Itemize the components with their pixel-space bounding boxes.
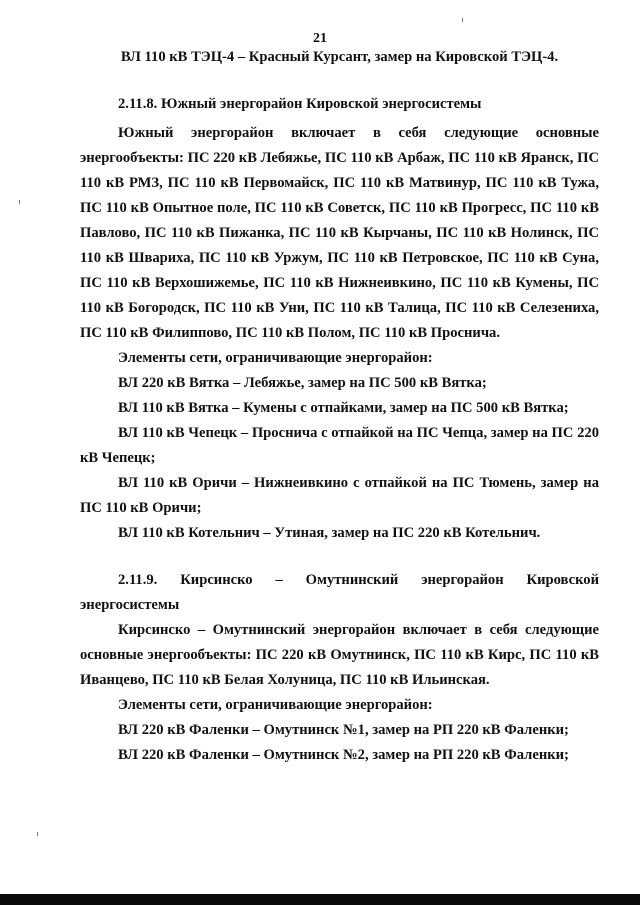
paragraph-line-chepetsk-prosnicha: ВЛ 110 кВ Чепецк – Проснича с отпайкой на ПС Чепца, замер на ПС 220 кВ Чепецк;: [80, 425, 599, 466]
paragraph-line-vyatka-lebyazhye: ВЛ 220 кВ Вятка – Лебяжье, замер на ПС 500 кВ Вятка;: [118, 375, 487, 391]
page-number: 21: [313, 31, 327, 46]
paragraph-line-orichi-nizhneivkino: ВЛ 110 кВ Оричи – Нижнеивкино с отпайкой на ПС Тюмень, замер на ПС 110 кВ Оричи;: [80, 475, 599, 516]
paragraph-network-elements-heading: Элементы сети, ограничивающие энергорайон:: [118, 350, 433, 366]
paragraph-line-falenki-omutninsk-2: ВЛ 220 кВ Фаленки – Омутнинск №2, замер на РП 220 кВ Фаленки;: [118, 747, 569, 763]
section-heading-2-11-8: 2.11.8. Южный энергорайон Кировской энергосистемы: [118, 96, 482, 112]
paragraph-network-elements-heading-2: Элементы сети, ограничивающие энергорайон:: [118, 697, 433, 713]
paragraph-line-falenki-omutninsk-1: ВЛ 220 кВ Фаленки – Омутнинск №1, замер на РП 220 кВ Фаленки;: [118, 722, 569, 738]
scan-bottom-edge: [0, 894, 640, 905]
paragraph-line-kotelnich-utinaya: ВЛ 110 кВ Котельнич – Утиная, замер на ПС 220 кВ Котельнич.: [118, 525, 541, 541]
scan-speck: [37, 832, 38, 836]
scan-speck: [462, 18, 463, 22]
paragraph-kirs-omutninsk-objects: Кирсинско – Омутнинский энергорайон включает в себя следующие основные энергообъекты: ПС 220 кВ Омутнинск, ПС 110 кВ Кирс, ПС 110 кВ Иванцево, ПС 110 кВ Белая Холуница, ПС 110 кВ Ильинская.: [80, 622, 599, 688]
paragraph-line-vyatka-kumeny: ВЛ 110 кВ Вятка – Кумены с отпайками, замер на ПС 500 кВ Вятка;: [118, 400, 569, 416]
section-heading-2-11-9: 2.11.9. Кирсинско – Омутнинский энергорайон Кировской энергосистемы: [80, 572, 599, 613]
line-paragraph-tec4: ВЛ 110 кВ ТЭЦ-4 – Красный Курсант, замер на Кировской ТЭЦ-4.: [120, 49, 559, 65]
scan-speck: [19, 200, 20, 204]
page-body: [80, 43, 599, 768]
paragraph-south-region-objects: Южный энергорайон включает в себя следующие основные энергообъекты: ПС 220 кВ Лебяжье, ПС 110 кВ Арбаж, ПС 110 кВ Яранск, ПС 110 кВ РМЗ, ПС 110 кВ Первомайск, ПС 110 кВ Матвинур, ПС 110 кВ Тужа, ПС 110 кВ Опытное поле, ПС 110 кВ Советск, ПС 110 кВ Прогресс, ПС 110 кВ Павлово, ПС 110 кВ Пижанка, ПС 110 кВ Кырчаны, ПС 110 кВ Нолинск, ПС 110 кВ Швариха, ПС 110 кВ Уржум, ПС 110 кВ Петровское, ПС 110 кВ Суна, ПС 110 кВ Верхошижемье, ПС 110 кВ Нижнеивкино, ПС 110 кВ Кумены, ПС 110 кВ Богородск, ПС 110 кВ Уни, ПС 110 кВ Талица, ПС 110 кВ Селезениха, ПС 110 кВ Филиппово, ПС 110 кВ Полом, ПС 110 кВ Проснича.: [80, 125, 599, 341]
